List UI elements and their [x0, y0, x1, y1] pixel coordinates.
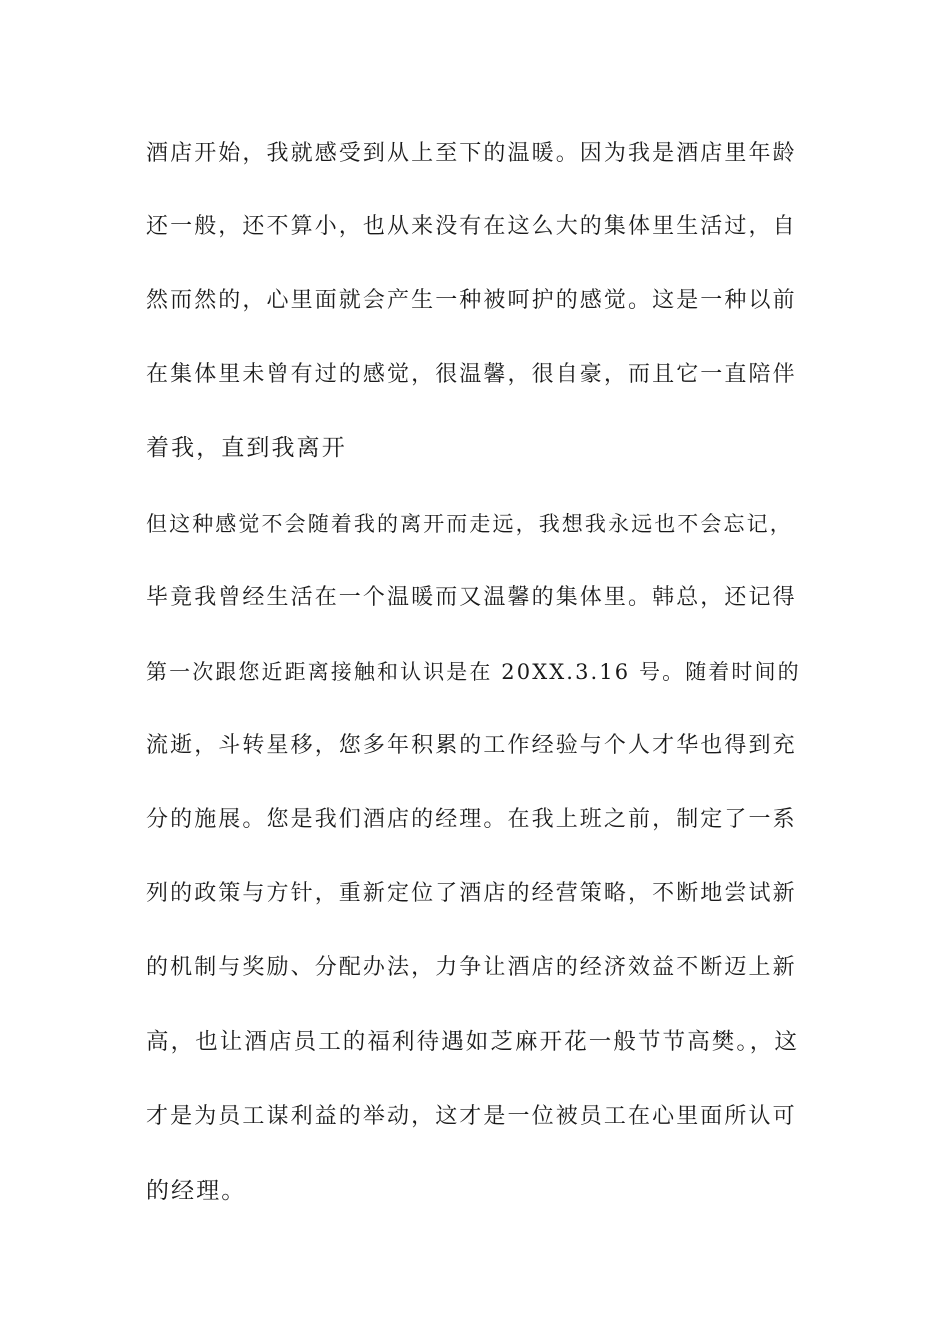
text-line-6: 但这种感觉不会随着我的离开而走远，我想我永远也不会忘记，: [146, 512, 793, 536]
text-line-4: 在集体里未曾有过的感觉，很温馨，很自豪，而且它一直陪伴: [146, 362, 797, 387]
text-line-7: 毕竟我曾经生活在一个温暖而又温馨的集体里。韩总，还记得: [146, 585, 797, 610]
text-line-2: 还一般，还不算小，也从来没有在这么大的集体里生活过，自: [146, 214, 797, 239]
text-line-1: 酒店开始，我就感受到从上至下的温暖。因为我是酒店里年龄: [146, 141, 797, 166]
text-line-12: 的机制与奖励、分配办法，力争让酒店的经济效益不断迈上新: [146, 955, 797, 980]
text-line-9: 流逝，斗转星移，您多年积累的工作经验与个人才华也得到充: [146, 733, 797, 758]
text-line-5: 着我，直到我离开: [146, 435, 347, 461]
text-line-15: 的经理。: [146, 1178, 247, 1204]
text-line-3: 然而然的，心里面就会产生一种被呵护的感觉。这是一种以前: [146, 288, 797, 313]
text-line-11: 列的政策与方针，重新定位了酒店的经营策略，不断地尝试新: [146, 881, 797, 906]
text-line-8: 第一次跟您近距离接触和认识是在 20XX.3.16 号。随着时间的: [146, 660, 801, 684]
text-line-14: 才是为员工谋利益的举动，这才是一位被员工在心里面所认可: [146, 1104, 797, 1129]
text-line-10: 分的施展。您是我们酒店的经理。在我上班之前，制定了一系: [146, 807, 797, 832]
text-line-13: 高，也让酒店员工的福利待遇如芝麻开花一般节节高樊。，这: [146, 1029, 799, 1055]
